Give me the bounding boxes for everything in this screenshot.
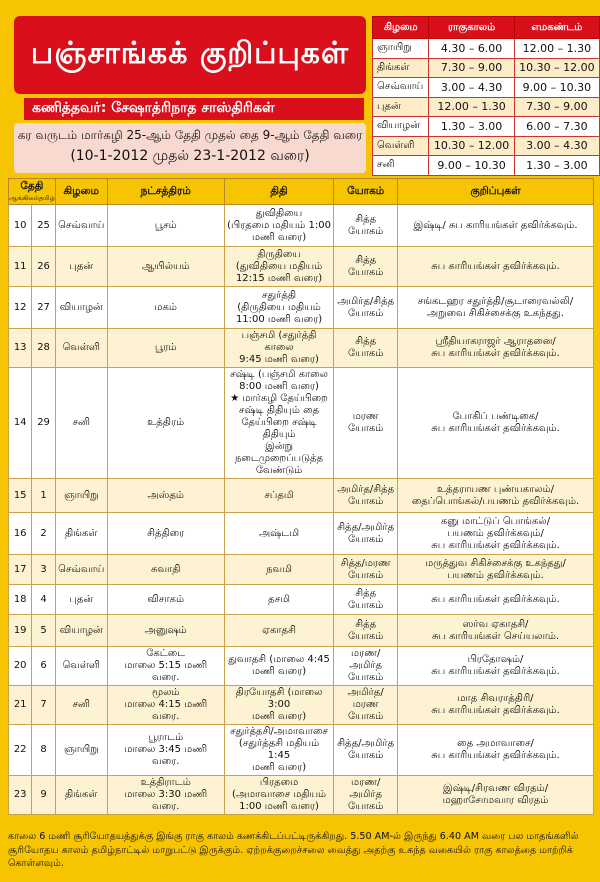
cell-en: 22 [9, 725, 32, 776]
cell-tithi: சப்தமி [224, 479, 334, 513]
cell-en: 12 [9, 287, 32, 329]
cell-star: உத்திரம் [107, 368, 224, 479]
rahu-time: 4.30 – 6.00 [429, 39, 514, 59]
cell-en: 11 [9, 247, 32, 287]
cell-yoga: சித்த யோகம் [334, 247, 398, 287]
footer-note: காலை 6 மணி சூரியோதயத்துக்கு இங்கு ராகு காலம் கணக்கிடப்பட்டிருக்கிறது. 5.50 AM-ல் இருந்து 6.40 AM வரை பல மாதங்களில் சூரியோதய காலம் தமிழ்நாட்டில் மாறுபட்டு இருக்கும். ஏற்றக்குறைச்சலை வைத்து அதற்கு உகந்த வகையில் ராகு காலத்தை மாற்றிக் கொள்ளவும். [8, 831, 579, 869]
table-row [9, 615, 594, 647]
date-range-box [14, 123, 366, 173]
rahu-kalam-table [372, 16, 600, 176]
cell-tithi: திரயோதசி (மாலை 3:00 மணி வரை) [224, 686, 334, 725]
cell-en: 18 [9, 585, 32, 615]
cell-notes: போகிப் பண்டிகை/ சுப காரியங்கள் தவிர்க்கவும். [398, 368, 594, 479]
table-row [9, 368, 594, 479]
cell-day: ஞாயிறு [55, 479, 107, 513]
cell-star: சுவாதி [107, 555, 224, 585]
cell-yoga: சித்த/மரண யோகம் [334, 555, 398, 585]
table-row [9, 513, 594, 555]
cell-day: சனி [55, 368, 107, 479]
cell-day: வெள்ளி [55, 329, 107, 368]
cell-en: 17 [9, 555, 32, 585]
cell-star: உத்திராடம் மாலை 3:30 மணி வரை. [107, 776, 224, 815]
cell-star: ஆயில்யம் [107, 247, 224, 287]
rahu-day: புதன் [373, 97, 429, 117]
cell-notes: ஸ்ரீதியாகராஜர் ஆராதனை/ சுப காரியங்கள் தவிர்க்கவும். [398, 329, 594, 368]
cell-notes: சங்கடஹர சதுர்த்தி/சூடாரைவல்லி/ அறுவை சிகிச்சைக்கு உகந்தது. [398, 287, 594, 329]
cell-yoga: சித்த யோகம் [334, 615, 398, 647]
rahu-day: செவ்வாய் [373, 78, 429, 98]
page-title: பஞ்சாங்கக் குறிப்புகள் [30, 35, 350, 71]
cell-en: 23 [9, 776, 32, 815]
cell-en: 20 [9, 647, 32, 686]
panchangam-table [8, 178, 594, 815]
cell-notes: கனு மாட்டுப் பொங்கல்/ பயணம் தவிர்க்கவும்/ சுப காரியங்கள் தவிர்க்கவும். [398, 513, 594, 555]
cell-star: சித்திரை [107, 513, 224, 555]
cell-en: 10 [9, 205, 32, 247]
cell-notes: சுப காரியங்கள் தவிர்க்கவும். [398, 585, 594, 615]
cell-ta: 7 [32, 686, 55, 725]
rahu-time: 3.00 – 4.30 [429, 78, 514, 98]
cell-tithi: பிரதமை (அமாவாசை மதியம் 1:00 மணி வரை) [224, 776, 334, 815]
rahu-row [373, 156, 600, 176]
rahu-time: 7.30 – 9.00 [429, 58, 514, 78]
ema-time: 10.30 – 12.00 [514, 58, 599, 78]
cell-ta: 28 [32, 329, 55, 368]
cell-tithi: தசமி [224, 585, 334, 615]
cell-ta: 26 [32, 247, 55, 287]
cell-star: பூராடம் மாலை 3:45 மணி வரை. [107, 725, 224, 776]
ema-time: 3.00 – 4.30 [514, 136, 599, 156]
cell-tithi: துவிதியை (பிரதமை மதியம் 1:00 மணி வரை) [224, 205, 334, 247]
cell-day: வியாழன் [55, 615, 107, 647]
cell-ta: 5 [32, 615, 55, 647]
rahu-header-day: கிழமை [373, 17, 429, 39]
cell-day: திங்கள் [55, 513, 107, 555]
rahu-day: திங்கள் [373, 58, 429, 78]
cell-en: 21 [9, 686, 32, 725]
cell-yoga: சித்த யோகம் [334, 329, 398, 368]
cell-ta: 27 [32, 287, 55, 329]
cell-yoga: அமிர்த/மரண யோகம் [334, 686, 398, 725]
rahu-row [373, 39, 600, 59]
rahu-time: 10.30 – 12.00 [429, 136, 514, 156]
cell-notes: பிரதோஷம்/ சுப காரியங்கள் தவிர்க்கவும். [398, 647, 594, 686]
cell-yoga: அமிர்த/சித்த யோகம் [334, 479, 398, 513]
table-row [9, 479, 594, 513]
title-banner [14, 16, 366, 94]
cell-star: மூலம் மாலை 4:15 மணி வரை. [107, 686, 224, 725]
author-label: கணித்தவர்: சேஷாத்ரிநாத சாஸ்திரிகள் [24, 98, 364, 120]
cell-tithi: துவாதசி (மாலை 4:45 மணி வரை) [224, 647, 334, 686]
header-notes: குறிப்புகள் [398, 179, 594, 205]
cell-star: அஸ்தம் [107, 479, 224, 513]
rahu-day: சனி [373, 156, 429, 176]
header-date: தேதி ஆங்கிலம் தமிழ் [9, 179, 56, 205]
date-range-gregorian: (10-1-2012 முதல் 23-1-2012 வரை) [70, 148, 310, 164]
cell-tithi: பஞ்சமி (சதுர்த்தி காலை 9:45 மணி வரை) [224, 329, 334, 368]
table-row [9, 247, 594, 287]
table-row [9, 776, 594, 815]
cell-yoga: மரண/அமிர்த யோகம் [334, 647, 398, 686]
cell-yoga: அமிர்த/சித்த யோகம் [334, 287, 398, 329]
cell-yoga: சித்த/அமிர்த யோகம் [334, 513, 398, 555]
cell-day: புதன் [55, 247, 107, 287]
date-range-tamil: கர வருடம் மார்கழி 25-ஆம் தேதி முதல் தை 9-ஆம் தேதி வரை [17, 128, 363, 142]
table-row [9, 329, 594, 368]
cell-ta: 1 [32, 479, 55, 513]
cell-en: 14 [9, 368, 32, 479]
rahu-header-ema: எமகண்டம் [514, 17, 599, 39]
rahu-time: 12.00 – 1.30 [429, 97, 514, 117]
cell-tithi: நவமி [224, 555, 334, 585]
cell-notes: ஸர்வ ஏகாதசி/ சுப காரியங்கள் செய்யலாம். [398, 615, 594, 647]
cell-ta: 25 [32, 205, 55, 247]
cell-ta: 9 [32, 776, 55, 815]
cell-notes: மாத சிவராத்திரி/ சுப காரியங்கள் தவிர்க்கவும். [398, 686, 594, 725]
cell-tithi: சஷ்டி (பஞ்சமி காலை 8:00 மணி வரை) ★ மார்கழி தேய்பிறை சஷ்டி திதியும் தை தேய்பிறை சஷ்டி திதியும் இன்று நடைமுறைப்படுத்த வேண்டும் [224, 368, 334, 479]
table-row [9, 585, 594, 615]
rahu-day: வெள்ளி [373, 136, 429, 156]
rahu-row [373, 58, 600, 78]
ema-time: 1.30 – 3.00 [514, 156, 599, 176]
ema-time: 9.00 – 10.30 [514, 78, 599, 98]
header [6, 6, 594, 176]
cell-star: மகம் [107, 287, 224, 329]
cell-day: சனி [55, 686, 107, 725]
cell-day: வெள்ளி [55, 647, 107, 686]
ema-time: 7.30 – 9.00 [514, 97, 599, 117]
table-row [9, 686, 594, 725]
header-star: நட்சத்திரம் [107, 179, 224, 205]
cell-day: புதன் [55, 585, 107, 615]
rahu-day: ஞாயிறு [373, 39, 429, 59]
rahu-row [373, 78, 600, 98]
cell-notes: இஷ்டி/ சுப காரியங்கள் தவிர்க்கவும். [398, 205, 594, 247]
cell-day: திங்கள் [55, 776, 107, 815]
rahu-row [373, 136, 600, 156]
cell-notes: மருத்துவ சிகிச்சைக்கு உகந்தது/ பயணம் தவிர்க்கவும். [398, 555, 594, 585]
cell-en: 15 [9, 479, 32, 513]
cell-notes: தை அமாவாசை/ சுப காரியங்கள் தவிர்க்கவும். [398, 725, 594, 776]
rahu-time: 1.30 – 3.00 [429, 117, 514, 137]
cell-yoga: சித்த/அமிர்த யோகம் [334, 725, 398, 776]
cell-en: 13 [9, 329, 32, 368]
table-row [9, 725, 594, 776]
cell-yoga: மரண யோகம் [334, 368, 398, 479]
cell-ta: 6 [32, 647, 55, 686]
header-tithi: திதி [224, 179, 334, 205]
cell-notes: உத்தராயண புண்யகாலம்/ தைப்பொங்கல்/பயணம் தவிர்க்கவும். [398, 479, 594, 513]
table-row [9, 205, 594, 247]
cell-tithi: அஷ்டமி [224, 513, 334, 555]
cell-star: அனுஷம் [107, 615, 224, 647]
rahu-header-rahu: ராகுகாலம் [429, 17, 514, 39]
cell-day: ஞாயிறு [55, 725, 107, 776]
rahu-row [373, 97, 600, 117]
cell-ta: 4 [32, 585, 55, 615]
cell-ta: 3 [32, 555, 55, 585]
cell-en: 16 [9, 513, 32, 555]
rahu-day: வியாழன் [373, 117, 429, 137]
cell-tithi: சதுர்த்தி (திருதியை மதியம் 11:00 மணி வரை) [224, 287, 334, 329]
cell-notes: சுப காரியங்கள் தவிர்க்கவும். [398, 247, 594, 287]
ema-time: 6.00 – 7.30 [514, 117, 599, 137]
header-day: கிழமை [55, 179, 107, 205]
cell-yoga: சித்த யோகம் [334, 205, 398, 247]
table-row [9, 287, 594, 329]
rahu-row [373, 117, 600, 137]
rahu-time: 9.00 – 10.30 [429, 156, 514, 176]
cell-yoga: மரண/அமிர்த யோகம் [334, 776, 398, 815]
cell-yoga: சித்த யோகம் [334, 585, 398, 615]
cell-star: விசாகம் [107, 585, 224, 615]
table-row [9, 647, 594, 686]
cell-day: செவ்வாய் [55, 555, 107, 585]
cell-tithi: சதுர்த்தசி/அமாவாசை (சதுர்த்தசி மதியம் 1:45 மணி வரை) [224, 725, 334, 776]
cell-tithi: ஏகாதசி [224, 615, 334, 647]
header-yoga: யோகம் [334, 179, 398, 205]
cell-day: செவ்வாய் [55, 205, 107, 247]
cell-notes: இஷ்டி/சிரவண விரதம்/ மஹாசோமவார விரதம் [398, 776, 594, 815]
cell-ta: 29 [32, 368, 55, 479]
cell-ta: 2 [32, 513, 55, 555]
cell-tithi: திருதியை (துவிதியை மதியம் 12:15 மணி வரை) [224, 247, 334, 287]
cell-ta: 8 [32, 725, 55, 776]
ema-time: 12.00 – 1.30 [514, 39, 599, 59]
cell-star: கேட்டை மாலை 5:15 மணி வரை. [107, 647, 224, 686]
cell-en: 19 [9, 615, 32, 647]
cell-day: வியாழன் [55, 287, 107, 329]
cell-star: பூசம் [107, 205, 224, 247]
cell-star: பூரம் [107, 329, 224, 368]
table-row [9, 555, 594, 585]
